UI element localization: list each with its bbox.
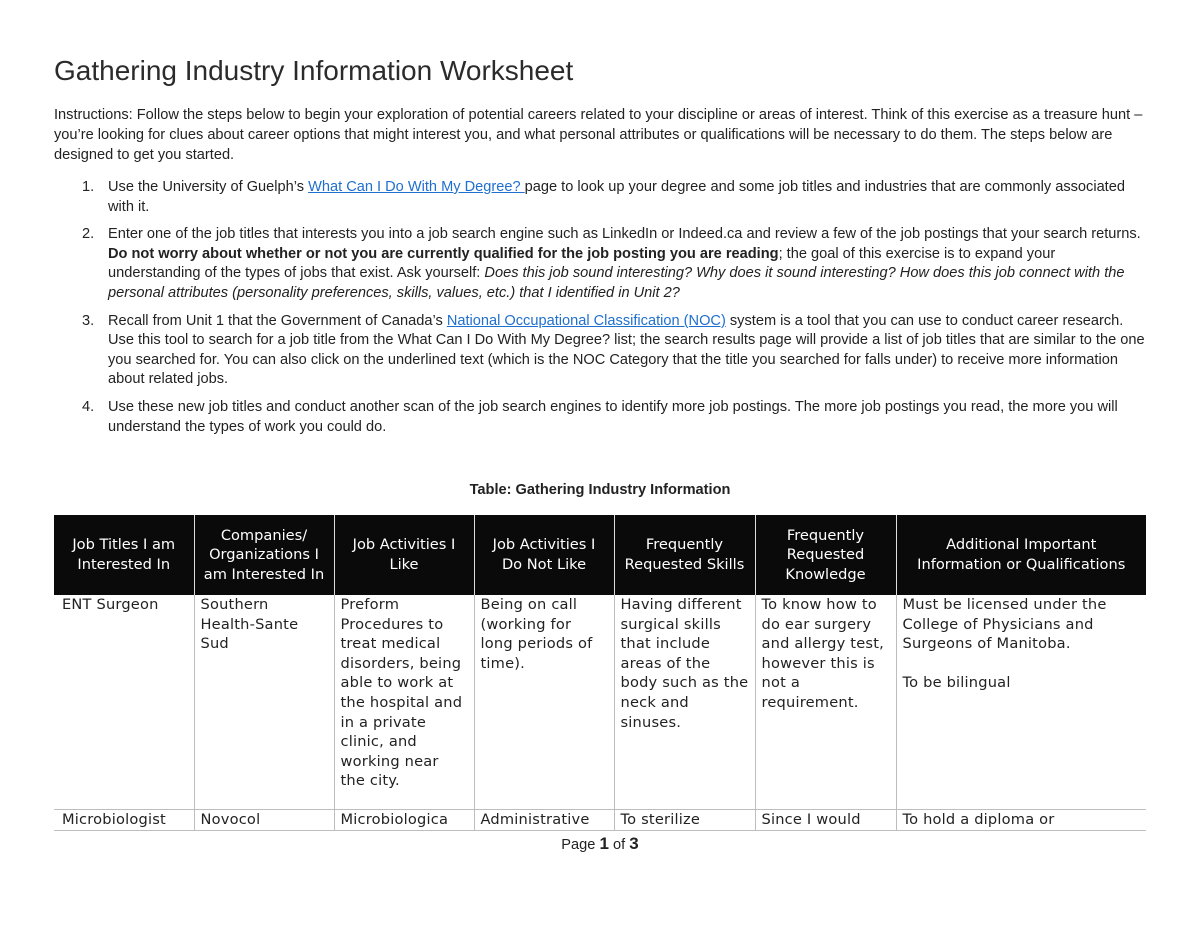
table-cell [896,595,1146,810]
current-page-number: 1 [599,834,609,853]
step-bold-text: Do not worry about whether or not you are currently qualified for the job posting you are reading [108,245,779,262]
cell-paragraph: Must be licensed under the College of Physicians and Surgeons of Manitoba. [902,596,1107,653]
column-header: Companies/ Organizations I am Interested In [194,515,334,595]
table-cell: Preform Procedures to treat medical disorders, being able to work at the hospital and in a private clinic, and working near the city. [334,595,474,810]
step-text: Recall from Unit 1 that the Government of Canada’s [108,312,447,329]
column-header: Job Titles I am Interested In [54,515,194,595]
step-text: ; the goal of this exercise is to expand your understanding of the types of jobs that exist. Ask yourself: [108,245,1056,282]
instructions-paragraph: Instructions: Follow the steps below to begin your exploration of potential careers related to your discipline or areas of interest. Think of this exercise as a treasure hunt – you’re looking for clues about career options that might interest you, and what personal attributes or qualifications will be necessary to do them. The steps below are designed to get you started. [54,107,1143,163]
column-header: Job Activities I Do Not Like [474,515,614,595]
table-cell: Microbiologica [334,810,474,831]
column-header: Frequently Requested Skills [614,515,755,595]
column-header: Additional Important Information or Qualifications [896,515,1146,595]
steps-list [54,178,1146,445]
step-text: page to look up your degree and some job titles and industries that are commonly associated with it. [108,179,1125,215]
what-can-i-do-link[interactable]: What Can I Do With My Degree? [308,179,525,195]
page-label: Page [561,837,596,853]
total-pages-number: 3 [629,834,639,853]
table-cell: Novocol [194,810,334,831]
paragraph-gap [903,654,1141,673]
step-text: Use the University of Guelph’s [108,179,309,195]
step-item [54,312,1146,390]
table-cell: Microbiologist [54,810,194,831]
table-cell: To know how to do ear surgery and allergy test, however this is not a requirement. [755,595,896,810]
page-footer [54,834,1146,854]
column-header: Frequently Requested Knowledge [755,515,896,595]
of-label: of [612,837,626,853]
step-number: 2. [82,226,95,243]
noc-link[interactable]: National Occupational Classification (NOC) [446,312,726,329]
table-cell: Southern Health-Sante Sud [194,595,334,810]
step-item [54,225,1146,303]
table-cell: Administrative [474,810,614,831]
step-item [54,178,1146,217]
table-cell: Having different surgical skills that include areas of the body such as the neck and sinuses. [614,595,755,810]
cell-paragraph: To be bilingual [902,673,1011,691]
page-title: Gathering Industry Information Worksheet [54,55,574,86]
step-text: Enter one of the job titles that interests you into a job search engine such as LinkedIn or Indeed.ca and review a few of the job postings that your search returns. [108,226,1141,243]
column-header: Job Activities I Like [334,515,474,595]
table-header-row [54,515,1146,595]
table-row [54,810,1146,831]
step-number: 4. [82,398,95,415]
step-number: 1. [82,179,95,195]
step-text: system is a tool that you can use to conduct career research. Use this tool to search for a job title from the What Can I Do With My Degree? list; the search results page will provide a list of job titles that are similar to the one you searched for. You can also click on the underlined text (which is the NOC Category that the title you searched for falls under) to receive more information about related jobs. [108,312,1145,388]
table-cell: ENT Surgeon [54,595,194,810]
industry-info-table [54,515,1146,831]
step-italic-text: Does this job sound interesting? Why does it sound interesting? How does this job connect with the personal attributes (personality preferences, skills, values, etc.) that I identified in Unit 2? [108,265,1125,301]
table-cell: Being on call (working for long periods of time). [474,595,614,810]
step-number: 3. [82,312,95,329]
table-row [54,595,1146,810]
step-item [54,398,1146,437]
table-cell: To hold a diploma or [896,810,1146,831]
table-cell: To sterilize [614,810,755,831]
table-cell: Since I would [755,810,896,831]
step-text: Use these new job titles and conduct another scan of the job search engines to identify more job postings. The more job postings you read, the more you will understand the types of work you could do. [108,398,1118,435]
table-caption: Table: Gathering Industry Information [469,482,731,498]
